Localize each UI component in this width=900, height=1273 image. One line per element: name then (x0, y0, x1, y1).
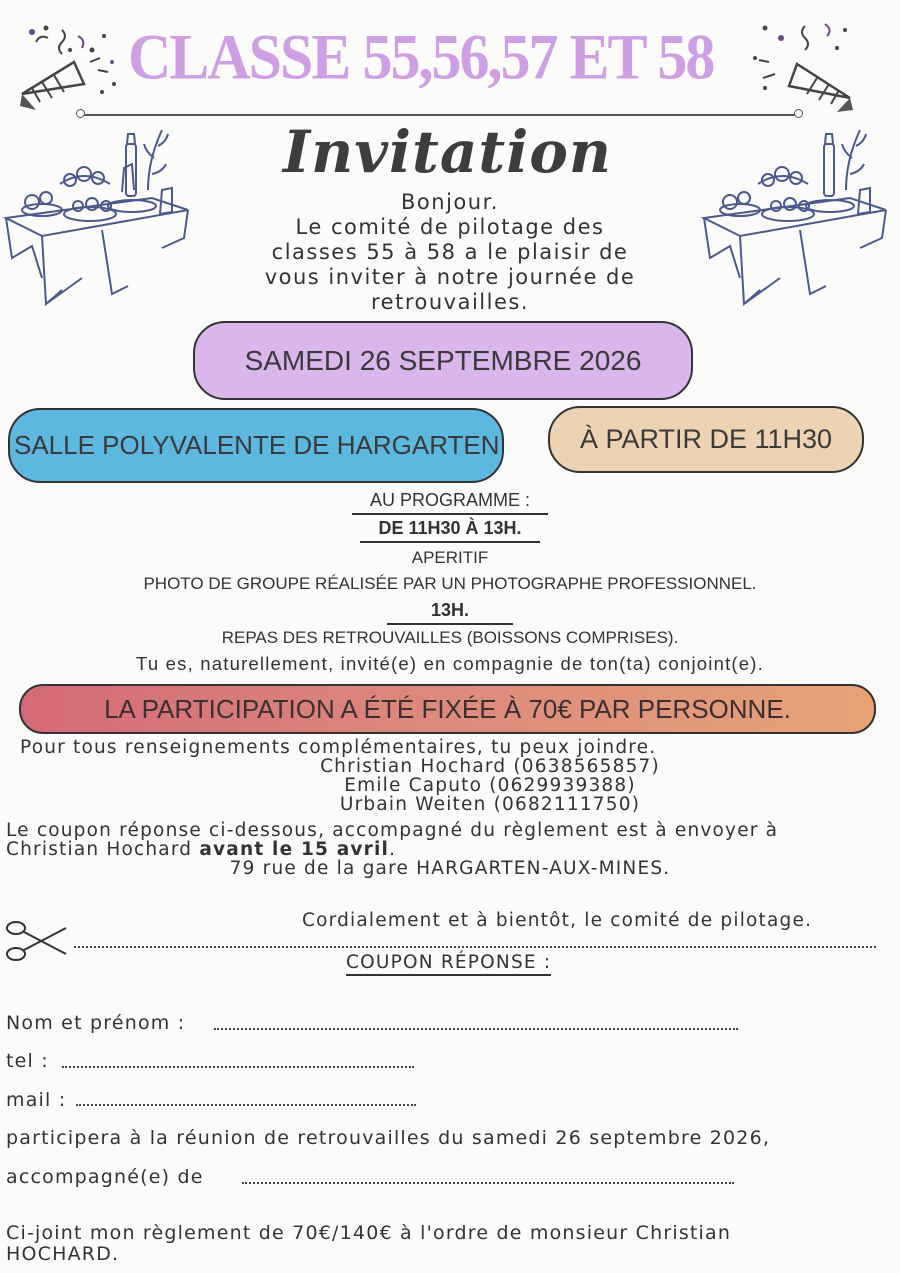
coupon-instructions-prefix: Christian Hochard (6, 839, 200, 860)
payment-text: Ci-joint mon règlement de 70€/140€ à l'ordre de monsieur Christian (6, 1222, 732, 1244)
divider-dot (76, 109, 85, 118)
coupon-title (346, 953, 551, 973)
coupon-instructions-line (6, 840, 396, 860)
programme-slot-2 (0, 600, 900, 625)
participation-text: participera à la réunion de retrouvailles du samedi 26 septembre 2026, (6, 1127, 771, 1149)
coupon-instructions-line: Le coupon réponse ci-dessous, accompagné du règlement est à envoyer à (6, 820, 779, 841)
party-popper-icon (745, 18, 860, 113)
page-title: CLASSE 55,56,57 ET 58 (128, 21, 714, 93)
tel-label: tel : (6, 1050, 49, 1072)
intro-line: Bonjour. (401, 190, 499, 214)
party-popper-icon (12, 22, 127, 117)
banquet-table-icon (700, 118, 890, 308)
banquet-table-icon (2, 118, 192, 308)
programme-item: APERITIF (411, 548, 489, 567)
mail-field[interactable] (76, 1104, 416, 1106)
event-date-badge: SAMEDI 26 SEPTEMBRE 2026 (193, 321, 693, 400)
divider-dot (794, 109, 803, 118)
programme-item: PHOTO DE GROUPE RÉALISÉE PAR UN PHOTOGRAPHE PROFESSIONNEL. (143, 574, 757, 593)
scissors-icon (4, 918, 70, 964)
contacts-intro: Pour tous renseignements complémentaires, tu peux joindre. (20, 737, 657, 758)
signoff-text: Cordialement et à bientôt, le comité de pilotage. (302, 910, 813, 931)
contact-person: Christian Hochard (0638565857) (320, 756, 660, 777)
event-time-badge: À PARTIR DE 11H30 (548, 406, 864, 473)
header-divider (80, 114, 798, 116)
intro-line: retrouvailles. (371, 290, 529, 314)
address-text: 79 rue de la gare HARGARTEN-AUX-MINES. (229, 858, 671, 879)
name-field[interactable] (214, 1028, 738, 1030)
tel-field[interactable] (62, 1066, 414, 1068)
intro-line: vous inviter à notre journée de (264, 265, 636, 289)
mail-label: mail : (6, 1089, 67, 1111)
contact-person: Urbain Weiten (0682111750) (339, 794, 641, 815)
coupon-instructions-suffix: . (389, 839, 397, 860)
coupon-title-text: COUPON RÉPONSE : (346, 952, 551, 976)
invitation-heading: Invitation (283, 118, 613, 186)
programme-slot-2-text: 13H. (387, 600, 513, 625)
programme-slot-1-text: DE 11H30 À 13H. (360, 518, 539, 543)
intro-text (180, 190, 720, 315)
event-place-badge: SALLE POLYVALENTE DE HARGARTEN (8, 408, 504, 483)
intro-line: classes 55 à 58 a le plaisir de (271, 240, 629, 264)
programme-slot-1 (0, 518, 900, 543)
contact-person: Emile Caputo (0629939388) (344, 775, 636, 796)
payment-text: HOCHARD. (6, 1243, 120, 1265)
programme-item: REPAS DES RETROUVAILLES (BOISSONS COMPRISES). (221, 628, 679, 647)
intro-line: Le comité de pilotage des (295, 215, 605, 239)
companion-note: Tu es, naturellement, invité(e) en compagnie de ton(ta) conjoint(e). (136, 653, 764, 674)
cut-line (74, 946, 876, 948)
name-label: Nom et prénom : (6, 1012, 186, 1034)
price-banner: LA PARTICIPATION A ÉTÉ FIXÉE À 70€ PAR PERSONNE. (19, 684, 876, 734)
programme-heading (0, 490, 900, 515)
programme-heading-text: AU PROGRAMME : (352, 490, 548, 515)
deadline-text: avant le 15 avril (199, 839, 390, 860)
companion-field[interactable] (242, 1182, 734, 1184)
companion-label: accompagné(e) de (6, 1166, 204, 1188)
